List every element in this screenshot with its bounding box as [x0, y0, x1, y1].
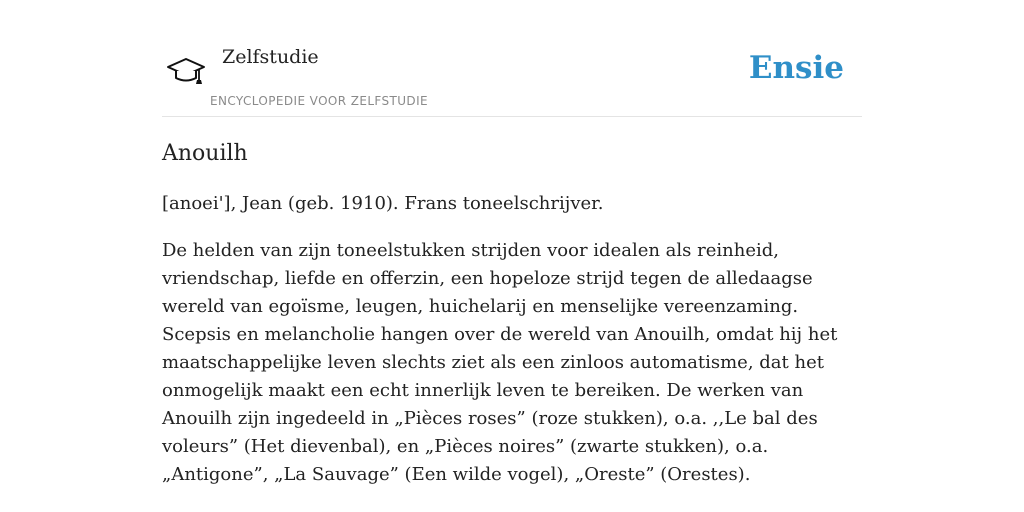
article-body: De helden van zijn toneelstukken strijden voor idealen als reinheid, vriendschap, liefde en offerzin, een hopeloze strijd tegen de alledaagse wereld van egoïsme, leugen, huichelarij en menselijke vereenzaming. Scepsis en melancholie hangen over de wereld van Anouilh, omdat hij het maatschappelijke leven slechts ziet als een zinloos automatisme, dat het onmogelijk maakt een echt innerlijk leven te bereiken. De werken van Anouilh zijn ingedeeld in „Pièces roses” (roze stukken), o.a. ,,Le bal des voleurs” (Het dievenbal), en „Pièces noires” (zwarte stukken), o.a. „Antigone”, „La Sauvage” (Een wilde vogel), „Oreste” (Orestes). [162, 240, 838, 485]
site-tagline: ENCYCLOPEDIE VOOR ZELFSTUDIE [210, 94, 428, 108]
site-header [162, 40, 862, 117]
article-intro: [anoei'], Jean (geb. 1910). Frans toneelschrijver. [162, 193, 604, 214]
graduation-cap-icon[interactable] [166, 54, 206, 90]
brand-logo[interactable]: Ensie [748, 50, 844, 86]
article [162, 138, 862, 489]
article-title: Anouilh [162, 141, 248, 166]
site-name[interactable]: Zelfstudie [222, 46, 319, 68]
